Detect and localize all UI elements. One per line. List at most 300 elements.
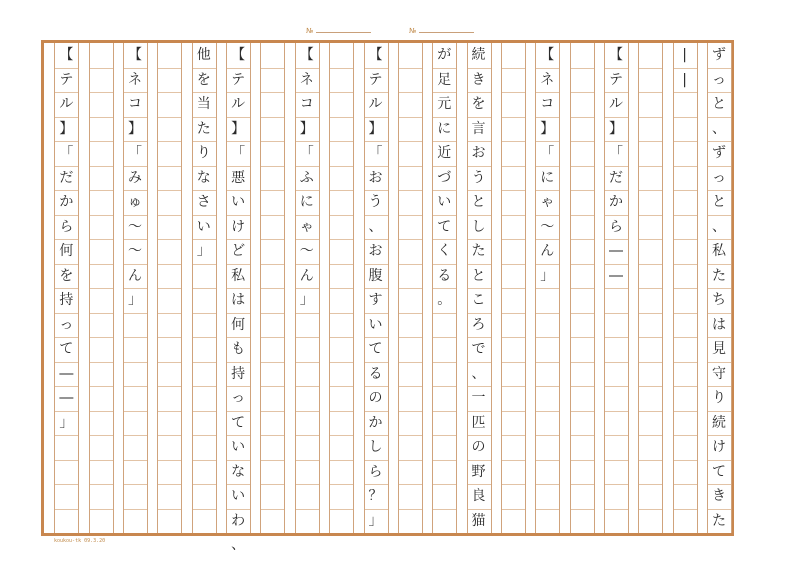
- manuscript-char: う: [471, 169, 486, 186]
- grid-line: [501, 288, 525, 289]
- grid-line: [260, 288, 284, 289]
- grid-line: [673, 435, 697, 436]
- manuscript-char: き: [712, 488, 726, 504]
- grid-line: [638, 411, 662, 412]
- grid-line: [398, 264, 422, 265]
- manuscript-char: す: [368, 292, 383, 308]
- column-rule: [78, 43, 79, 533]
- manuscript-char: ル: [59, 96, 74, 112]
- manuscript-char: 【: [59, 47, 74, 63]
- grid-line: [673, 92, 697, 93]
- grid-line: [295, 509, 319, 510]
- grid-line: [604, 337, 628, 338]
- grid-line: [432, 435, 456, 436]
- grid-line: [432, 509, 456, 510]
- manuscript-char: 】: [299, 120, 314, 137]
- grid-line: [192, 435, 216, 436]
- manuscript-char: け: [712, 439, 726, 455]
- manuscript-char: ネ: [299, 71, 314, 88]
- grid-line: [54, 484, 78, 485]
- grid-line: [570, 215, 594, 216]
- grid-line: [157, 215, 181, 216]
- column-rule: [113, 43, 114, 533]
- manuscript-char: テ: [368, 71, 383, 88]
- grid-line: [398, 337, 422, 338]
- grid-line: [192, 509, 216, 510]
- manuscript-char: 近: [437, 145, 452, 161]
- column-rule: [570, 43, 571, 533]
- grid-line: [604, 288, 628, 289]
- grid-line: [638, 141, 662, 142]
- grid-line: [157, 460, 181, 461]
- manuscript-char: い: [231, 194, 246, 210]
- grid-line: [295, 386, 319, 387]
- grid-line: [604, 460, 628, 461]
- grid-line: [638, 313, 662, 314]
- manuscript-char: 悪: [231, 169, 246, 186]
- column-rule: [673, 43, 674, 533]
- grid-line: [501, 337, 525, 338]
- manuscript-char: 、: [712, 120, 726, 137]
- grid-line: [54, 509, 78, 510]
- grid-line: [295, 337, 319, 338]
- manuscript-char: に: [437, 120, 452, 137]
- grid-line: [157, 264, 181, 265]
- manuscript-char: け: [231, 218, 246, 235]
- grid-line: [432, 411, 456, 412]
- grid-line: [157, 190, 181, 191]
- manuscript-char: ―: [608, 267, 623, 284]
- grid-line: [398, 386, 422, 387]
- grid-line: [604, 484, 628, 485]
- manuscript-char: な: [231, 463, 246, 480]
- grid-line: [604, 435, 628, 436]
- manuscript-column: [260, 43, 284, 533]
- grid-line: [570, 362, 594, 363]
- grid-line: [501, 386, 525, 387]
- grid-line: [157, 288, 181, 289]
- manuscript-char: て: [712, 463, 726, 480]
- grid-line: [570, 435, 594, 436]
- manuscript-char: っ: [231, 390, 246, 406]
- manuscript-char: 元: [437, 96, 452, 112]
- manuscript-char: は: [712, 316, 726, 333]
- manuscript-char: り: [712, 390, 726, 406]
- manuscript-char: の: [368, 390, 383, 406]
- grid-line: [398, 141, 422, 142]
- grid-line: [673, 288, 697, 289]
- manuscript-char: テ: [59, 71, 74, 88]
- manuscript-char: て: [368, 341, 383, 357]
- grid-line: [638, 337, 662, 338]
- grid-line: [260, 337, 284, 338]
- grid-line: [89, 484, 113, 485]
- grid-line: [329, 288, 353, 289]
- grid-line: [501, 264, 525, 265]
- grid-line: [157, 337, 181, 338]
- grid-line: [192, 313, 216, 314]
- column-rule: [319, 43, 320, 533]
- manuscript-char: だ: [59, 169, 74, 186]
- column-rule: [707, 43, 708, 533]
- column-rule: [467, 43, 468, 533]
- grid-line: [192, 484, 216, 485]
- manuscript-char: 」: [299, 292, 314, 308]
- manuscript-char: て: [59, 341, 74, 357]
- grid-line: [570, 337, 594, 338]
- manuscript-column: [295, 43, 319, 533]
- manuscript-char: ル: [231, 96, 246, 112]
- manuscript-char: 、: [231, 537, 246, 553]
- grid-line: [638, 117, 662, 118]
- grid-line: [329, 460, 353, 461]
- manuscript-char: い: [231, 439, 246, 455]
- grid-line: [192, 288, 216, 289]
- grid-line: [398, 190, 422, 191]
- column-rule: [157, 43, 158, 533]
- grid-line: [123, 460, 147, 461]
- manuscript-char: 】: [59, 120, 74, 137]
- manuscript-char: な: [196, 169, 211, 186]
- manuscript-column: [226, 43, 250, 553]
- manuscript-column: [467, 43, 491, 533]
- manuscript-char: ち: [712, 292, 726, 308]
- grid-line: [157, 509, 181, 510]
- grid-line: [673, 313, 697, 314]
- manuscript-char: ネ: [540, 71, 555, 88]
- manuscript-char: る: [437, 267, 452, 284]
- manuscript-char: テ: [231, 71, 246, 88]
- grid-line: [260, 386, 284, 387]
- manuscript-char: 】: [128, 120, 143, 137]
- manuscript-char: ネ: [128, 71, 143, 88]
- grid-line: [157, 386, 181, 387]
- manuscript-char: 」: [540, 267, 555, 284]
- manuscript-char: の: [471, 439, 486, 455]
- manuscript-char: か: [608, 194, 623, 210]
- manuscript-char: 。: [437, 292, 452, 308]
- manuscript-char: ～: [299, 243, 314, 259]
- grid-line: [123, 484, 147, 485]
- manuscript-column: [570, 43, 594, 533]
- grid-line: [398, 166, 422, 167]
- manuscript-char: を: [196, 71, 211, 88]
- manuscript-char: 】: [231, 120, 246, 137]
- manuscript-char: 当: [196, 96, 211, 112]
- grid-line: [329, 484, 353, 485]
- manuscript-char: 続: [471, 47, 486, 63]
- column-rule: [89, 43, 90, 533]
- manuscript-column: [707, 43, 731, 533]
- manuscript-char: ～: [128, 243, 143, 259]
- manuscript-char: し: [471, 218, 486, 235]
- grid-line: [295, 484, 319, 485]
- grid-line: [329, 313, 353, 314]
- grid-line: [157, 141, 181, 142]
- grid-line: [260, 215, 284, 216]
- grid-line: [329, 117, 353, 118]
- manuscript-char: っ: [59, 316, 74, 333]
- grid-line: [638, 484, 662, 485]
- manuscript-char: ―: [59, 365, 74, 382]
- grid-line: [570, 288, 594, 289]
- grid-line: [570, 313, 594, 314]
- column-rule: [731, 43, 732, 533]
- grid-line: [157, 92, 181, 93]
- grid-line: [89, 386, 113, 387]
- manuscript-char: コ: [128, 96, 143, 112]
- manuscript-char: 「: [608, 145, 623, 161]
- grid-line: [260, 460, 284, 461]
- grid-line: [432, 337, 456, 338]
- grid-line: [329, 509, 353, 510]
- grid-line: [89, 117, 113, 118]
- column-rule: [432, 43, 433, 533]
- grid-line: [570, 411, 594, 412]
- column-rule: [123, 43, 124, 533]
- grid-line: [89, 313, 113, 314]
- grid-line: [157, 239, 181, 240]
- grid-line: [260, 509, 284, 510]
- grid-line: [570, 190, 594, 191]
- grid-line: [89, 190, 113, 191]
- grid-line: [89, 362, 113, 363]
- manuscript-char: 何: [231, 316, 246, 333]
- grid-line: [329, 386, 353, 387]
- manuscript-char: ～: [540, 218, 555, 235]
- manuscript-char: ん: [299, 267, 314, 284]
- column-rule: [260, 43, 261, 533]
- column-rule: [628, 43, 629, 533]
- column-rule: [329, 43, 330, 533]
- grid-line: [398, 239, 422, 240]
- grid-line: [260, 166, 284, 167]
- manuscript-char: さ: [196, 194, 211, 210]
- manuscript-char: |: [682, 47, 687, 63]
- manuscript-char: 「: [540, 145, 555, 161]
- grid-line: [54, 435, 78, 436]
- grid-line: [295, 362, 319, 363]
- grid-line: [260, 68, 284, 69]
- manuscript-char: 】: [368, 120, 383, 137]
- grid-line: [89, 166, 113, 167]
- manuscript-column: [329, 43, 353, 533]
- manuscript-char: 【: [368, 47, 383, 63]
- column-rule: [216, 43, 217, 533]
- grid-line: [535, 337, 559, 338]
- manuscript-char: 私: [231, 267, 246, 284]
- manuscript-char: 」: [59, 414, 74, 431]
- grid-line: [54, 460, 78, 461]
- grid-line: [604, 313, 628, 314]
- manuscript-char: を: [59, 267, 74, 284]
- grid-line: [398, 313, 422, 314]
- grid-line: [638, 288, 662, 289]
- column-rule: [604, 43, 605, 533]
- manuscript-char: ん: [540, 243, 555, 259]
- manuscript-char: た: [196, 120, 211, 137]
- grid-line: [432, 362, 456, 363]
- manuscript-char: 「: [231, 145, 246, 161]
- manuscript-column: [192, 43, 216, 533]
- grid-line: [260, 313, 284, 314]
- manuscript-char: 野: [471, 463, 486, 480]
- manuscript-char: テ: [608, 71, 623, 88]
- grid-line: [535, 362, 559, 363]
- grid-line: [570, 117, 594, 118]
- grid-line: [157, 166, 181, 167]
- column-rule: [250, 43, 251, 533]
- grid-line: [398, 215, 422, 216]
- manuscript-char: と: [471, 194, 486, 210]
- column-rule: [422, 43, 423, 533]
- manuscript-char: お: [368, 243, 383, 259]
- grid-line: [501, 313, 525, 314]
- grid-line: [638, 239, 662, 240]
- manuscript-char: に: [540, 169, 555, 186]
- column-rule: [559, 43, 560, 533]
- grid-line: [673, 484, 697, 485]
- manuscript-char: ～: [128, 218, 143, 235]
- manuscript-char: コ: [540, 96, 555, 112]
- manuscript-column: [123, 43, 147, 533]
- manuscript-char: 、: [712, 218, 726, 235]
- grid-line: [89, 460, 113, 461]
- grid-line: [501, 92, 525, 93]
- manuscript-char: っ: [712, 71, 726, 88]
- grid-line: [89, 411, 113, 412]
- grid-line: [535, 386, 559, 387]
- grid-line: [570, 68, 594, 69]
- grid-line: [295, 313, 319, 314]
- column-rule: [284, 43, 285, 533]
- grid-line: [192, 264, 216, 265]
- manuscript-char: 【: [128, 47, 143, 63]
- grid-line: [535, 435, 559, 436]
- manuscript-char: づ: [437, 169, 452, 186]
- manuscript-char: ふ: [299, 169, 314, 186]
- grid-line: [398, 92, 422, 93]
- number-field-left: №: [306, 26, 371, 35]
- manuscript-char: 【: [608, 47, 623, 63]
- grid-line: [398, 484, 422, 485]
- grid-line: [89, 239, 113, 240]
- grid-line: [329, 239, 353, 240]
- grid-line: [123, 337, 147, 338]
- manuscript-char: き: [471, 71, 486, 88]
- manuscript-char: わ: [231, 512, 246, 529]
- manuscript-char: こ: [471, 292, 486, 308]
- column-rule: [697, 43, 698, 533]
- manuscript-char: 」: [368, 512, 383, 529]
- manuscript-char: 】: [608, 120, 623, 137]
- grid-line: [535, 509, 559, 510]
- manuscript-char: に: [299, 194, 314, 210]
- column-rule: [388, 43, 389, 533]
- grid-line: [260, 362, 284, 363]
- manuscript-char: 「: [299, 145, 314, 161]
- manuscript-char: は: [231, 292, 246, 308]
- manuscript-char: 見: [712, 341, 726, 357]
- column-rule: [456, 43, 457, 533]
- manuscript-char: 」: [196, 243, 211, 259]
- grid-line: [604, 411, 628, 412]
- manuscript-char: 「: [128, 145, 143, 161]
- manuscript-char: 匹: [471, 414, 486, 431]
- manuscript-char: ゃ: [299, 218, 314, 235]
- column-rule: [54, 43, 55, 533]
- grid-line: [295, 435, 319, 436]
- manuscript-char: て: [437, 218, 452, 235]
- grid-line: [192, 337, 216, 338]
- manuscript-char: 、: [471, 365, 486, 382]
- manuscript-char: た: [712, 512, 726, 529]
- grid-line: [398, 509, 422, 510]
- grid-line: [89, 141, 113, 142]
- grid-line: [570, 484, 594, 485]
- column-rule: [364, 43, 365, 533]
- grid-line: [604, 362, 628, 363]
- manuscript-char: い: [231, 488, 246, 504]
- grid-line: [673, 190, 697, 191]
- grid-line: [501, 141, 525, 142]
- manuscript-column: [432, 43, 456, 533]
- grid-line: [638, 190, 662, 191]
- manuscript-column: [157, 43, 181, 533]
- manuscript-column: [54, 43, 78, 533]
- manuscript-char: ら: [368, 463, 383, 480]
- manuscript-char: か: [59, 194, 74, 210]
- grid-line: [638, 435, 662, 436]
- manuscript-char: ず: [712, 47, 726, 63]
- manuscript-char: 猫: [471, 512, 486, 529]
- manuscript-char: ル: [608, 96, 623, 112]
- grid-line: [260, 484, 284, 485]
- grid-line: [157, 411, 181, 412]
- grid-line: [604, 509, 628, 510]
- manuscript-char: お: [471, 145, 486, 161]
- grid-line: [123, 509, 147, 510]
- manuscript-char: 私: [712, 243, 726, 259]
- manuscript-char: り: [196, 145, 211, 161]
- number-field-right: №: [409, 26, 474, 35]
- grid-line: [501, 215, 525, 216]
- grid-line: [192, 411, 216, 412]
- grid-line: [570, 239, 594, 240]
- grid-line: [157, 68, 181, 69]
- manuscript-column: [535, 43, 559, 533]
- grid-line: [638, 362, 662, 363]
- column-rule: [181, 43, 182, 533]
- grid-line: [89, 68, 113, 69]
- grid-line: [260, 411, 284, 412]
- manuscript-char: っ: [712, 169, 726, 186]
- grid-line: [398, 68, 422, 69]
- grid-line: [535, 460, 559, 461]
- manuscript-char: 言: [471, 120, 486, 137]
- grid-line: [89, 509, 113, 510]
- manuscript-char: ―: [608, 243, 623, 259]
- grid-line: [398, 435, 422, 436]
- column-rule: [491, 43, 492, 533]
- grid-line: [89, 92, 113, 93]
- grid-line: [157, 313, 181, 314]
- manuscript-char: ―: [59, 390, 74, 406]
- grid-line: [192, 386, 216, 387]
- grid-line: [673, 411, 697, 412]
- manuscript-char: 腹: [368, 267, 383, 284]
- grid-line: [638, 215, 662, 216]
